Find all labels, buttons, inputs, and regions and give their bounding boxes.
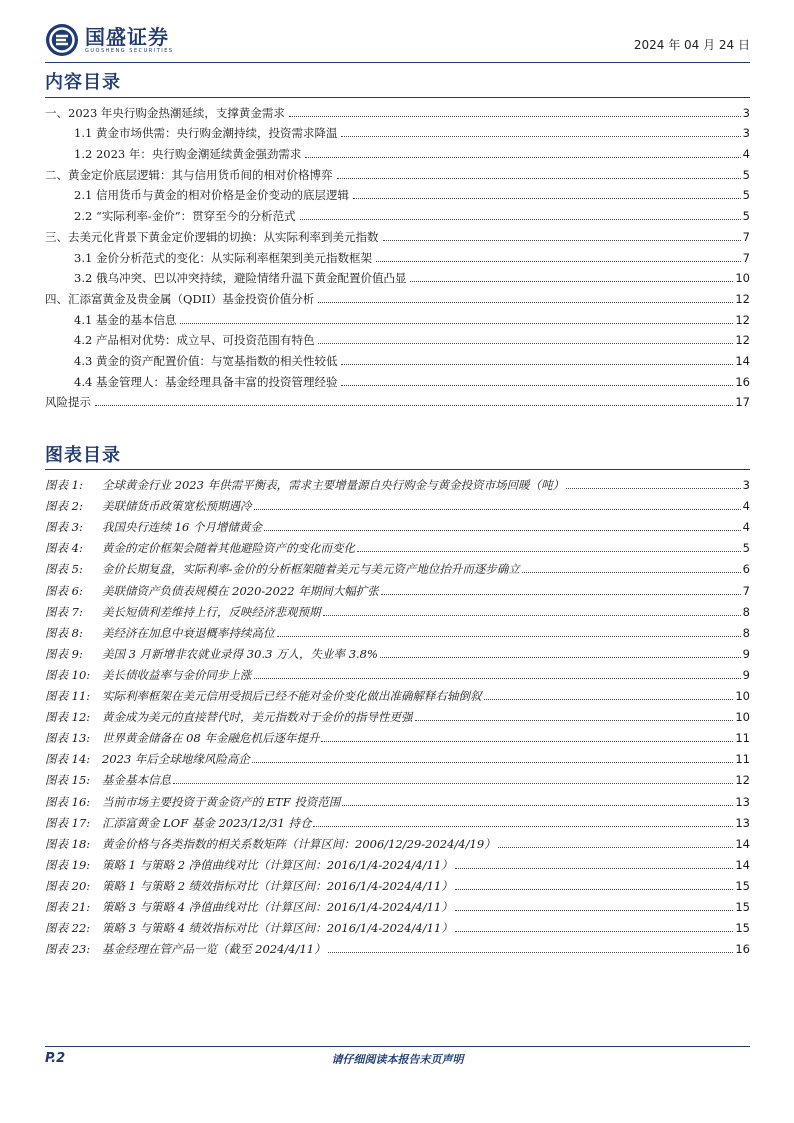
figure-entry[interactable] — [45, 619, 750, 640]
toc-entry[interactable] — [45, 389, 750, 410]
figure-entry-text: 美长债收益率与金价同步上涨 — [102, 667, 252, 682]
figure-entry-page: 5 — [742, 541, 750, 556]
toc-leader-dots — [337, 178, 741, 179]
figure-entry[interactable] — [45, 576, 750, 597]
figure-entry-text: 全球黄金行业 2023 年供需平衡表，需求主要增量源自央行购金与黄金投资市场回暖（吨） — [102, 478, 565, 493]
figure-entry-page: 11 — [735, 752, 750, 767]
toc-entry-page: 7 — [742, 229, 750, 244]
toc-entry-page: 5 — [742, 188, 750, 203]
toc-leader-dots — [341, 364, 733, 365]
toc-entry-page: 10 — [735, 271, 750, 286]
figure-entry-text: 黄金成为美元的直接替代时，美元指数对于金价的指导性更强 — [102, 710, 413, 725]
figure-entry-page: 15 — [735, 921, 750, 936]
figure-entry[interactable] — [45, 661, 750, 682]
figure-leader-dots — [455, 889, 734, 890]
figure-leader-dots — [455, 868, 734, 869]
toc-entry-page: 7 — [742, 250, 750, 265]
figure-entry-label: 图表 8: — [45, 625, 83, 640]
figure-entry[interactable] — [45, 745, 750, 766]
figure-entry-label: 图表 20: — [45, 878, 91, 893]
figure-entry-text: 当前市场主要投资于黄金资产的 ETF 投资范围 — [102, 794, 341, 809]
figures-title: 图表目录 — [45, 445, 121, 466]
figure-entry-page: 4 — [742, 520, 750, 535]
page-number: P.2 — [45, 1051, 66, 1066]
toc-entry[interactable] — [45, 120, 750, 141]
figure-entry-text: 美联储货币政策宽松预期遇冷 — [102, 499, 252, 514]
figure-leader-dots — [415, 720, 734, 721]
figure-entry-page: 9 — [742, 667, 750, 682]
figure-entry-text: 策略 1 与策略 2 净值曲线对比（计算区间：2016/1/4-2024/4/11） — [102, 857, 453, 872]
figure-entry[interactable] — [45, 534, 750, 555]
figure-entry-text: 基金经理在管产品一览（截至 2024/4/11） — [102, 942, 326, 957]
figure-entry-text: 策略 3 与策略 4 净值曲线对比（计算区间：2016/1/4-2024/4/11） — [102, 899, 453, 914]
figure-entry-page: 16 — [735, 942, 750, 957]
toc-leader-dots — [300, 219, 741, 220]
toc-entry-text: 四、汇添富黄金及贵金属（QDII）基金投资价值分析 — [45, 291, 315, 306]
toc-entry[interactable] — [45, 99, 750, 120]
figure-entry-text: 实际利率框架在美元信用受损后已经不能对金价变化做出准确解释右轴倒叙 — [102, 689, 482, 704]
figure-entry-label: 图表 14: — [45, 752, 91, 767]
figure-entry-text: 基金基本信息 — [102, 773, 171, 788]
figure-entry-label: 图表 17: — [45, 815, 91, 830]
toc-leader-dots — [353, 198, 741, 199]
figure-leader-dots — [498, 847, 734, 848]
figure-entry[interactable] — [45, 935, 750, 956]
toc-entry-text: 风险提示 — [45, 395, 91, 410]
figure-entry-text: 黄金的定价框架会随着其他避险资产的变化而变化 — [102, 541, 355, 556]
figure-entry-page: 12 — [735, 773, 750, 788]
toc-entry-text: 3.2 俄乌冲突、巴以冲突持续，避险情绪升温下黄金配置价值凸显 — [74, 271, 407, 286]
figure-list — [45, 471, 750, 956]
figure-leader-dots — [455, 931, 734, 932]
figure-entry-label: 图表 2: — [45, 499, 83, 514]
figure-entry-label: 图表 11: — [45, 689, 91, 704]
toc-entry-text: 4.2 产品相对优势：成立早、可投资范围有特色 — [74, 333, 315, 348]
figure-entry-text: 美国 3 月新增非农就业录得 30.3 万人，失业率 3.8% — [102, 646, 378, 661]
toc-entry-text: 1.2 2023 年：央行购金潮延续黄金强劲需求 — [74, 147, 302, 162]
figure-entry-label: 图表 19: — [45, 857, 91, 872]
figure-entry-text: 2023 年后全球地缘风险高企 — [102, 752, 250, 767]
figure-leader-dots — [313, 826, 733, 827]
figure-leader-dots — [357, 551, 741, 552]
toc-title-rule — [45, 97, 750, 98]
figure-entry[interactable] — [45, 830, 750, 851]
figure-leader-dots — [455, 910, 734, 911]
toc-entry-page: 12 — [735, 312, 750, 327]
toc-entry-page: 4 — [742, 147, 750, 162]
toc-entry-text: 三、去美元化背景下黄金定价逻辑的切换：从实际利率到美元指数 — [45, 229, 379, 244]
toc-entry-text: 3.1 金价分析范式的变化：从实际利率框架到美元指数框架 — [74, 250, 372, 265]
figure-leader-dots — [252, 762, 733, 763]
toc-entry-text: 1.1 黄金市场供需：央行购金潮持续，投资需求降温 — [74, 126, 338, 141]
figure-entry-page: 3 — [742, 478, 750, 493]
figure-entry-text: 美长短债利差维持上行，反映经济悲观预期 — [102, 604, 321, 619]
figure-entry-label: 图表 15: — [45, 773, 91, 788]
toc-entry-text: 4.1 基金的基本信息 — [74, 312, 177, 327]
figure-leader-dots — [321, 741, 733, 742]
figure-entry-page: 10 — [735, 710, 750, 725]
toc-entry-page: 17 — [735, 395, 750, 410]
toc-title: 内容目录 — [45, 72, 121, 93]
figure-entry-label: 图表 22: — [45, 921, 91, 936]
toc-entry-page: 16 — [735, 374, 750, 389]
toc-entry[interactable] — [45, 347, 750, 368]
figure-entry-text: 金价长期复盘，实际利率-金价的分析框架随着美元与美元资产地位抬升而逐步确立 — [102, 562, 520, 577]
figure-entry-page: 9 — [742, 646, 750, 661]
toc-entry-text: 2.2 “实际利率-金价”：贯穿至今的分析范式 — [74, 209, 296, 224]
figure-entry[interactable] — [45, 471, 750, 492]
figure-entry[interactable] — [45, 872, 750, 893]
toc-entry[interactable] — [45, 161, 750, 182]
figure-entry-text: 美经济在加息中衰退概率持续高位 — [102, 625, 275, 640]
toc-leader-dots — [318, 343, 733, 344]
toc-leader-dots — [305, 157, 740, 158]
logo-english-name: GUOSHENG SECURITIES — [85, 47, 174, 54]
figure-entry[interactable] — [45, 766, 750, 787]
figure-entry-label: 图表 23: — [45, 942, 91, 957]
figure-leader-dots — [264, 530, 741, 531]
figure-entry[interactable] — [45, 914, 750, 935]
figure-entry[interactable] — [45, 703, 750, 724]
toc-entry-page: 3 — [742, 126, 750, 141]
toc-entry[interactable] — [45, 202, 750, 223]
figure-leader-dots — [323, 615, 741, 616]
figure-entry[interactable] — [45, 598, 750, 619]
figure-entry-text: 黄金价格与各类指数的相关系数矩阵（计算区间：2006/12/29-2024/4/19） — [102, 836, 496, 851]
company-logo — [45, 22, 174, 58]
toc-leader-dots — [376, 261, 741, 262]
page-footer — [45, 1046, 750, 1067]
toc-entry-text: 4.3 黄金的资产配置价值：与宽基指数的相关性较低 — [74, 353, 338, 368]
figure-entry-page: 11 — [735, 731, 750, 746]
figures-title-rule — [45, 469, 750, 470]
figure-entry[interactable] — [45, 555, 750, 576]
toc-entry-page: 5 — [742, 209, 750, 224]
figure-entry[interactable] — [45, 787, 750, 808]
figure-entry-text: 汇添富黄金 LOF 基金 2023/12/31 持仓 — [102, 815, 312, 830]
figure-entry-text: 美联储资产负债表规模在 2020-2022 年期间大幅扩张 — [102, 583, 379, 598]
figure-entry[interactable] — [45, 851, 750, 872]
toc-entry[interactable] — [45, 285, 750, 306]
figure-entry-label: 图表 10: — [45, 667, 91, 682]
figure-leader-dots — [484, 699, 734, 700]
figure-leader-dots — [328, 952, 734, 953]
figure-entry-text: 我国央行连续 16 个月增储黄金 — [102, 520, 262, 535]
figure-entry-label: 图表 6: — [45, 583, 83, 598]
figure-entry-label: 图表 1: — [45, 478, 83, 493]
figure-entry-page: 15 — [735, 899, 750, 914]
toc-entry[interactable] — [45, 265, 750, 286]
figure-entry-page: 8 — [742, 625, 750, 640]
figure-entry[interactable] — [45, 724, 750, 745]
toc-entry-page: 12 — [735, 291, 750, 306]
toc-entry[interactable] — [45, 306, 750, 327]
report-date: 2024 年 04 月 24 日 — [633, 38, 750, 52]
figure-leader-dots — [566, 488, 741, 489]
figure-entry[interactable] — [45, 809, 750, 830]
toc-leader-dots — [383, 240, 741, 241]
figure-entry-label: 图表 21: — [45, 899, 91, 914]
figure-entry-label: 图表 5: — [45, 562, 83, 577]
toc-leader-dots — [289, 116, 741, 117]
figure-entry-page: 14 — [735, 857, 750, 872]
toc-entry-text: 4.4 基金管理人：基金经理具备丰富的投资管理经验 — [74, 374, 338, 389]
figure-entry-label: 图表 12: — [45, 710, 91, 725]
figure-leader-dots — [254, 509, 741, 510]
figure-entry[interactable] — [45, 640, 750, 661]
figure-leader-dots — [254, 678, 741, 679]
figure-entry[interactable] — [45, 513, 750, 534]
toc-entry-text: 一、2023 年央行购金热潮延续，支撑黄金需求 — [45, 105, 285, 120]
toc-entry[interactable] — [45, 223, 750, 244]
figure-entry-page: 10 — [735, 689, 750, 704]
footer-disclaimer: 请仔细阅读本报告末页声明 — [331, 1053, 464, 1066]
toc-entry[interactable] — [45, 327, 750, 348]
figure-entry-page: 4 — [742, 499, 750, 514]
figure-entry-page: 14 — [735, 836, 750, 851]
figure-entry-label: 图表 4: — [45, 541, 83, 556]
figure-entry-page: 6 — [742, 562, 750, 577]
toc-leader-dots — [180, 323, 733, 324]
toc-entry[interactable] — [45, 244, 750, 265]
figure-entry-text: 策略 1 与策略 2 绩效指标对比（计算区间：2016/1/4-2024/4/11） — [102, 878, 453, 893]
figure-leader-dots — [277, 636, 741, 637]
toc-entry[interactable] — [45, 182, 750, 203]
figure-entry[interactable] — [45, 492, 750, 513]
figure-entry-label: 图表 3: — [45, 520, 83, 535]
figure-leader-dots — [173, 783, 733, 784]
figure-leader-dots — [380, 657, 741, 658]
figure-entry-page: 13 — [735, 794, 750, 809]
logo-chinese-name: 国盛证券 — [85, 24, 169, 49]
figure-entry-label: 图表 13: — [45, 731, 91, 746]
toc-leader-dots — [318, 302, 733, 303]
figure-entry[interactable] — [45, 682, 750, 703]
toc-leader-dots — [410, 281, 733, 282]
figure-entry-label: 图表 7: — [45, 604, 83, 619]
toc-entry[interactable] — [45, 140, 750, 161]
figure-leader-dots — [522, 572, 741, 573]
figure-entry-page: 15 — [735, 878, 750, 893]
toc-entry-page: 14 — [735, 353, 750, 368]
figure-entry-page: 7 — [742, 583, 750, 598]
toc-leader-dots — [95, 405, 733, 406]
table-of-contents — [45, 99, 750, 409]
figure-leader-dots — [381, 594, 741, 595]
toc-entry-page: 5 — [742, 167, 750, 182]
figure-entry-text: 策略 3 与策略 4 绩效指标对比（计算区间：2016/1/4-2024/4/11） — [102, 921, 453, 936]
figure-entry-text: 世界黄金储备在 08 年金融危机后逐年提升 — [102, 731, 320, 746]
toc-entry-text: 2.1 信用货币与黄金的相对价格是金价变动的底层逻辑 — [74, 188, 349, 203]
figure-entry-page: 8 — [742, 604, 750, 619]
figure-entry-page: 13 — [735, 815, 750, 830]
guosheng-logo-icon — [45, 23, 79, 57]
toc-entry-text: 二、黄金定价底层逻辑：其与信用货币间的相对价格博弈 — [45, 167, 333, 182]
toc-leader-dots — [341, 136, 740, 137]
toc-entry[interactable] — [45, 368, 750, 389]
toc-leader-dots — [341, 385, 733, 386]
figure-leader-dots — [342, 805, 733, 806]
page-header — [45, 22, 750, 63]
toc-entry-page: 12 — [735, 333, 750, 348]
toc-entry-page: 3 — [742, 105, 750, 120]
figure-entry-label: 图表 18: — [45, 836, 91, 851]
figure-entry[interactable] — [45, 893, 750, 914]
figure-entry-label: 图表 16: — [45, 794, 91, 809]
figure-entry-label: 图表 9: — [45, 646, 83, 661]
